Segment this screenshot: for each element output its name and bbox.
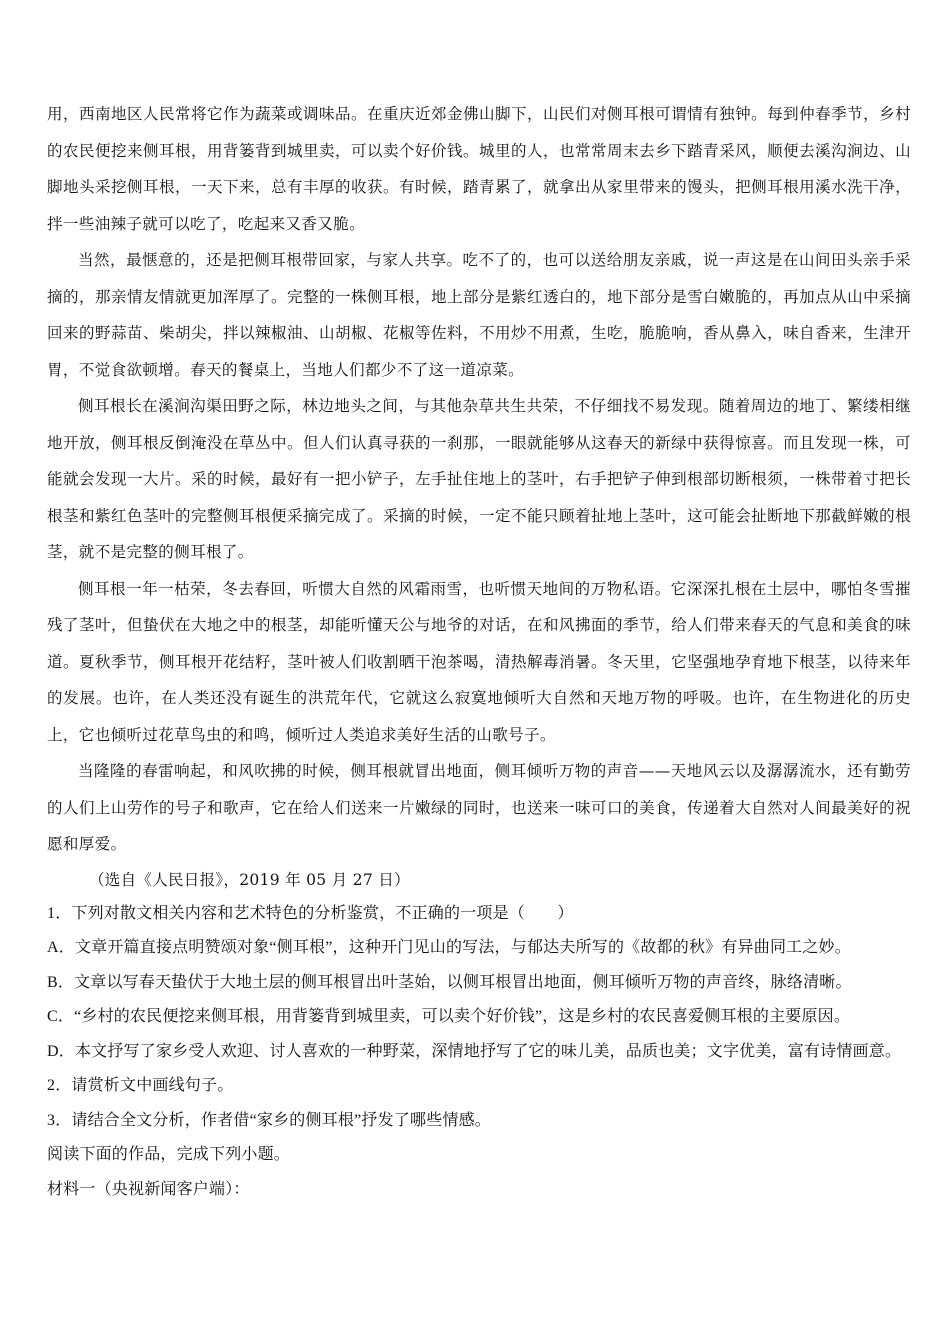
question-3: 3．请结合全文分析，作者借“家乡的侧耳根”抒发了哪些情感。 [47,1111,492,1129]
question-1: 1．下列对散文相关内容和艺术特色的分析鉴赏，不正确的一项是（ ） [47,904,574,922]
material-one-heading: 材料一（央视新闻客户端）： [47,1180,250,1198]
document-page [47,96,911,1207]
option-c: C．“乡村的农民便挖来侧耳根，用背篓背到城里卖，可以卖个好价钱”，这是乡村的农民喜爱侧耳根的主要原因。 [47,1008,851,1025]
reading-instruction: 阅读下面的作品，完成下列小题。 [47,1146,291,1163]
option-a: A．文章开篇直接点明赞颂对象“侧耳根”，这种开门见山的写法，与郁达夫所写的《故都的秋》有异曲同工之妙。 [47,939,851,956]
article-paragraph-5: 当隆隆的春雷响起，和风吹拂的时候，侧耳根就冒出地面，侧耳倾听万物的声音——天地风云以及潺潺流水，还有勤劳的人们上山劳作的号子和歌声，它在给人们送来一片嫩绿的同时，也送来一味可口的美食，传递着大自然对人间最美好的祝愿和厚爱。 [47,762,911,853]
option-d: D．本文抒写了家乡受人欢迎、讨人喜欢的一种野菜，深情地抒写了它的味儿美，品质也美；文字优美，富有诗情画意。 [47,1042,902,1060]
article-paragraph-1: 用，西南地区人民常将它作为蔬菜或调味品。在重庆近郊金佛山脚下，山民们对侧耳根可谓情有独钟。每到仲春季节，乡村的农民便挖来侧耳根，用背篓背到城里卖，可以卖个好价钱。城里的人，也常常周末去乡下踏青采风，顺便去溪沟涧边、山脚地头采挖侧耳根，一天下来，总有丰厚的收获。有时候，踏青累了，就拿出从家里带来的馒头，把侧耳根用溪水洗干净，拌一些油辣子就可以吃了，吃起来又香又脆。 [47,105,911,233]
article-source: （选自《人民日报》，2019 年 05 月 27 日） [89,870,410,889]
article-paragraph-2: 当然，最惬意的，还是把侧耳根带回家，与家人共享。吃不了的，也可以送给朋友亲戚，说一声这是在山间田头亲手采摘的，那亲情友情就更加浑厚了。完整的一株侧耳根，地上部分是紫红透白的，地下部分是雪白嫩脆的，再加点从山中采摘回来的野蒜苗、柴胡尖，拌以辣椒油、山胡椒、花椒等佐料，不用炒不用煮，生吃，脆脆响，香从鼻入，味自香来，生津开胃，不觉食欲顿增。春天的餐桌上，当地人们都少不了这一道凉菜。 [47,251,911,379]
option-b: B．文章以写春天蛰伏于大地土层的侧耳根冒出叶茎始，以侧耳根冒出地面，侧耳倾听万物的声音终，脉络清晰。 [47,973,852,991]
question-2: 2．请赏析文中画线句子。 [47,1077,234,1094]
article-paragraph-3: 侧耳根长在溪涧沟渠田野之际，林边地头之间，与其他杂草共生共荣，不仔细找不易发现。随着周边的地丁、繁缕相继地开放，侧耳根反倒淹没在草丛中。但人们认真寻获的一刹那，一眼就能够从这春天的新绿中获得惊喜。而且发现一株，可能就会发现一大片。采的时候，最好有一把小铲子，左手扯住地上的茎叶，右手把铲子伸到根部切断根须，一株带着寸把长根茎和紫红色茎叶的完整侧耳根便采摘完成了。采摘的时候，一定不能只顾着扯地上茎叶，这可能会扯断地下那截鲜嫩的根茎，就不是完整的侧耳根了。 [47,397,911,561]
article-paragraph-4: 侧耳根一年一枯荣，冬去春回，听惯大自然的风霜雨雪，也听惯天地间的万物私语。它深深扎根在土层中，哪怕冬雪摧残了茎叶，但蛰伏在大地之中的根茎，却能听懂天公与地爷的对话，在和风拂面的季节，给人们带来春天的气息和美食的味道。夏秋季节，侧耳根开花结籽，茎叶被人们收割晒干泡茶喝，清热解毒消暑。冬天里，它坚强地孕育地下根茎，以待来年的发展。也许，在人类还没有诞生的洪荒年代，它就这么寂寞地倾听大自然和天地万物的呼吸。也许，在生物进化的历史上，它也倾听过花草鸟虫的和鸣，倾听过人类追求美好生活的山歌号子。 [47,579,911,744]
